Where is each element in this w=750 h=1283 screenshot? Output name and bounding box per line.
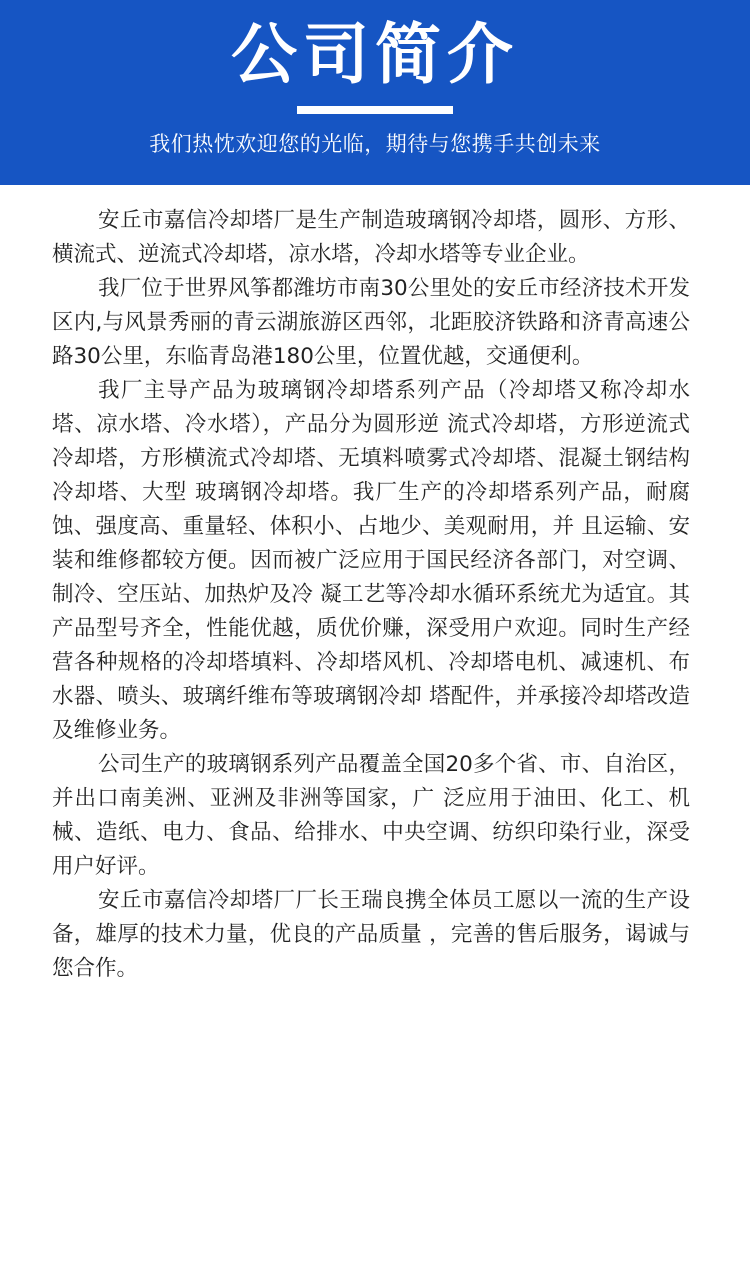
products-paragraph: 我厂主导产品为玻璃钢冷却塔系列产品（冷却塔又称冷却水塔、凉水塔、冷水塔），产品分为圆形逆 流式冷却塔，方形逆流式冷却塔，方形横流式冷却塔、无填料喷雾式冷却塔、混凝土钢结构冷却塔、大型 玻璃钢冷却塔。我厂生产的冷却塔系列产品，耐腐蚀、强度高、重量轻、体积小、占地少、美观耐用，并 且运输、安装和维修都较方便。因而被广泛应用于国民经济各部门，对空调、制冷、空压站、加热炉及冷 凝工艺等冷却水循环系统尤为适宜。其产品型号齐全，性能优越，质优价赚，深受用户欢迎。同时生产经 营各种规格的冷却塔填料、冷却塔风机、冷却塔电机、减速机、布水器、喷头、玻璃纤维布等玻璃钢冷却 塔配件，并承接冷却塔改造及维修业务。 xyxy=(52,378,690,743)
page-subtitle: 我们热忱欢迎您的光临，期待与您携手共创未来 xyxy=(149,132,601,156)
location-paragraph: 我厂位于世界风筝都潍坊市南30公里处的安丘市经济技术开发区内,与风景秀丽的青云湖旅游区西邻，北距胶济铁路和济青高速公路30公里，东临青岛港180公里，位置优越，交通便利。 xyxy=(52,276,690,369)
page-title: 公司简介 xyxy=(231,16,519,93)
company-intro-body xyxy=(52,204,690,986)
intro-paragraph: 安丘市嘉信冷却塔厂是生产制造玻璃钢冷却塔，圆形、方形、横流式、逆流式冷却塔，凉水塔，冷却水塔等专业企业。 xyxy=(52,208,690,267)
header-banner xyxy=(0,0,750,185)
coverage-paragraph: 公司生产的玻璃钢系列产品覆盖全国20多个省、市、自治区，并出口南美洲、亚洲及非洲等国家，广 泛应用于油田、化工、机械、造纸、电力、食品、给排水、中央空调、纺织印染行业，深受用户好评。 xyxy=(52,752,690,879)
title-underline xyxy=(297,106,453,114)
closing-paragraph: 安丘市嘉信冷却塔厂厂长王瑞良携全体员工愿以一流的生产设备，雄厚的技术力量，优良的产品质量 ，完善的售后服务，谒诚与您合作。 xyxy=(52,888,690,981)
